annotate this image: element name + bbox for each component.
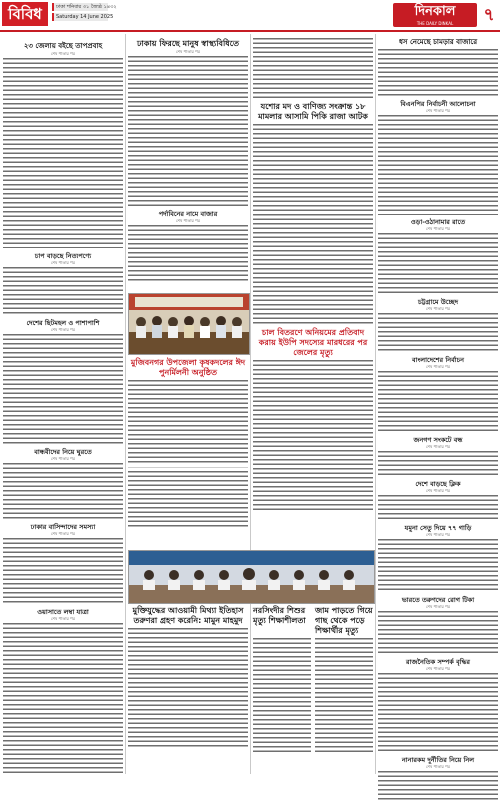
column-divider (375, 34, 376, 774)
headline: বান্ধবীদের নিয়ে ঘুরতে (34, 448, 92, 456)
headline: চট্টগ্রামে উচ্ছেদ (417, 298, 459, 306)
headline: ভারতে তরুণদের রোগ টিকা (401, 596, 475, 604)
article-text (253, 38, 373, 98)
paper-subtitle: THE DAILY DINKAL (416, 21, 454, 26)
headline: যমুনা সেতু দিয়ে ৭৭ গাড়ি (404, 524, 472, 532)
headline: বিএনপির নির্বাচনী আলোচনা (400, 100, 476, 108)
continued-label: শেষ পাতার পর (51, 260, 75, 265)
headline: ঢাকার বাসিন্দাদের সমস্যা (30, 523, 96, 531)
article-text (3, 267, 123, 315)
headline: ২৩ জেলায় বইছে তাপপ্রবাহ (23, 42, 103, 50)
continued-label: শেষ পাতার পর (426, 532, 450, 537)
article-text (128, 56, 248, 206)
article-text (3, 463, 123, 519)
headline: পর্দাবিনের নামে বাজার (158, 210, 218, 218)
continued-label: শেষ পাতার পর (51, 616, 75, 621)
continued-label: শেষ পাতার পর (426, 108, 450, 113)
speech-photo (128, 550, 375, 604)
continued-label: শেষ পাতার পর (51, 531, 75, 536)
date-english: Saturday 14 June 2025 (52, 13, 108, 21)
masthead-rule (0, 30, 500, 32)
article-text (378, 495, 498, 521)
article-text (378, 539, 498, 593)
headline: যশোর মদ ও বাণিজ্য সংক্রান্ত ১৮ মামলার আসামি পিকি রাজা আটক (258, 102, 368, 121)
article-text (378, 49, 498, 97)
section-title: বিবিধ (2, 2, 48, 26)
headline: বাংলাদেশের নির্বাচন (412, 356, 464, 364)
headline: ওড়া-ওঠানামার রাতে (410, 218, 466, 226)
continued-label: শেষ পাতার পর (426, 488, 450, 493)
continued-label: শেষ পাতার পর (51, 51, 75, 56)
headline: নানারকম দুর্নীতির নিয়ে নিল (401, 756, 475, 764)
column-divider (125, 34, 126, 774)
article-text (253, 638, 311, 753)
headline: নরসিংদীর শিশুর মৃত্যু শিক্ষাশীলতা (253, 606, 306, 625)
masthead (0, 0, 500, 32)
article-text (128, 628, 248, 748)
continued-label: শেষ পাতার পর (426, 444, 450, 449)
date-strip (52, 3, 117, 23)
article-text (3, 58, 123, 248)
article-text (3, 334, 123, 444)
headline: জাম পাড়তে গিয়ে গাছ থেকে পড়ে শিক্ষার্থীর মৃত্যু (315, 606, 373, 635)
paper-logo (393, 3, 477, 27)
continued-label: শেষ পাতার পর (51, 327, 75, 332)
article-text (378, 233, 498, 295)
column-3-bottom (253, 604, 373, 774)
article-text (378, 371, 498, 433)
headline: দেশের ছিটমহল ও পাশাপাশি (26, 319, 100, 327)
headline: ঢাকায় ফিরছে মানুষ স্বাস্থ্যবিধিতে (137, 39, 239, 48)
headline: চাল বিতরণে অনিয়মের প্রতিবাদ করায় ইউপি সদস্যের মারধরের পর জেলের মৃত্যু (258, 328, 368, 357)
paper-name: দিনকাল (414, 4, 456, 19)
article-text (315, 638, 373, 753)
headline: রাজনৈতিক সম্পর্ক বৃদ্ধির (406, 658, 470, 666)
article-text (378, 451, 498, 477)
column-1 (3, 34, 123, 774)
article-text (128, 471, 248, 529)
article-text (3, 538, 123, 604)
headline: ওয়াসাতে লম্বা যাত্রা (37, 608, 89, 616)
continued-label: শেষ পাতার পর (176, 49, 200, 54)
column-4 (378, 34, 498, 774)
column-3 (253, 34, 373, 549)
article-text (378, 673, 498, 753)
headline: জনগণ সংকটে বন্ধ (413, 436, 463, 444)
continued-label: শেষ পাতার পর (426, 364, 450, 369)
continued-label: শেষ পাতার পর (426, 764, 450, 769)
date-bengali: ঢাকা শনিবার ৩১ জ্যৈষ্ঠ ১৪৩২ (52, 3, 108, 11)
article-text (253, 360, 373, 510)
page-number: ৭ (483, 5, 495, 25)
meeting-photo (128, 293, 250, 355)
article-text (3, 623, 123, 773)
article-text (378, 313, 498, 353)
article-text (378, 771, 498, 801)
continued-label: শেষ পাতার পর (426, 226, 450, 231)
continued-label: শেষ পাতার পর (176, 218, 200, 223)
continued-label: শেষ পাতার পর (426, 306, 450, 311)
headline: চাপ বাড়ছে নিত্যপণ্যে (34, 252, 92, 260)
article-text (128, 380, 248, 464)
separator (128, 467, 248, 468)
column-divider (250, 34, 251, 774)
continued-label: শেষ পাতার পর (51, 456, 75, 461)
headline: মুজিবনগর উপজেলা কৃষকদলের ঈদ পুনর্মিলনী অনুষ্ঠিত (130, 358, 246, 377)
column-2-bottom (128, 604, 248, 774)
article-text (378, 115, 498, 215)
headline: ধস নেমেছে চামড়ার বাজারে (398, 38, 478, 46)
article-text (128, 225, 248, 283)
article-text (253, 124, 373, 324)
continued-label: শেষ পাতার পর (426, 666, 450, 671)
headline: মুক্তিযুদ্ধের আওয়ামী মিথ্যা ইতিহাস তরুণরা গ্রহণ করেনি: মামুন মাহমুদ (132, 606, 244, 625)
article-text (378, 611, 498, 655)
continued-label: শেষ পাতার পর (426, 604, 450, 609)
headline: দেশে বাড়ছে ক্লিক (415, 480, 461, 488)
